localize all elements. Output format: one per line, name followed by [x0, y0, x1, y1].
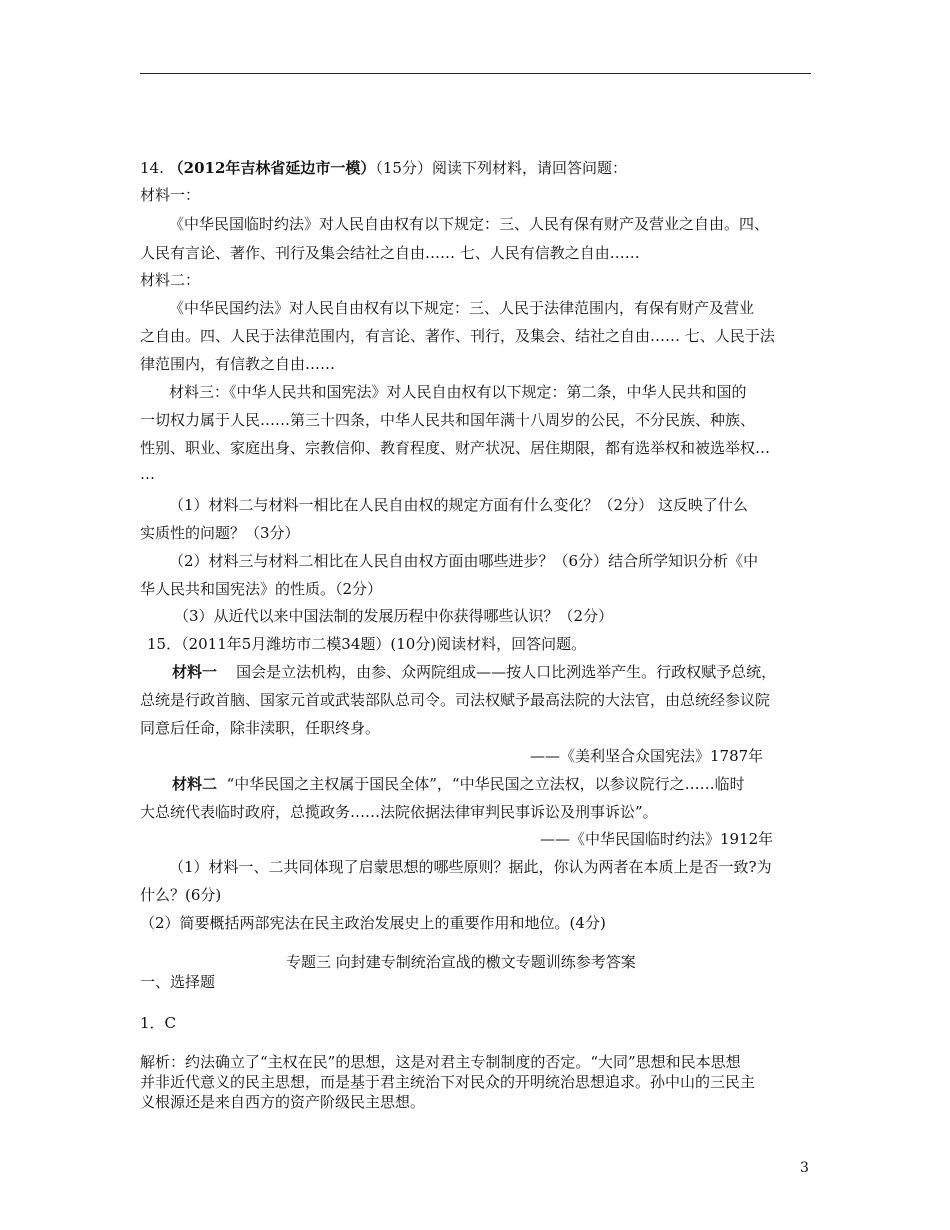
q15-m1-label: 材料一: [172, 663, 218, 681]
q15-m1-line: [172, 662, 776, 682]
q15-m2-line: [172, 774, 745, 794]
q14-m2-line: 《中华民国约法》对人民自由权有以下规定：三、人民于法律范围内，有保有财产及营业: [169, 299, 755, 317]
q14-m2-label: 材料二：: [140, 271, 201, 289]
answer-analysis-line: 义根源还是来自西方的资产阶级民主思想。: [140, 1093, 426, 1111]
q15-m1-source: ——《美利坚合众国宪法》1787年: [530, 747, 764, 765]
q14-sub-question-1: 实质性的问题？（3分）: [140, 524, 300, 542]
q15-m2-source: ——《中华民国临时约法》1912年: [540, 830, 774, 848]
q14-m1-line: 《中华民国临时约法》对人民自由权有以下规定：三、人民有保有财产及营业之自由。四、: [169, 215, 770, 233]
q15-m2-label: 材料二: [172, 775, 218, 793]
page-number: 3: [800, 1160, 809, 1176]
answers-section-title: 一、选择题: [140, 973, 216, 991]
q15-sub-question-2: （2）简要概括两部宪法在民主政治发展史上的重要作用和地位。(4分): [140, 914, 606, 932]
q14-m3-line: 一切权力属于人民……第三十四条，中华人民共和国年满十八周岁的公民，不分民族、种族、: [140, 411, 756, 429]
q14-sub-question-2: 华人民共和国宪法》的性质。（2分）: [140, 580, 383, 598]
answer-analysis-line: 解析：约法确立了“主权在民”的思想，这是对君主专制制度的否定。“大同”思想和民本思想: [140, 1053, 741, 1071]
header-rule: [140, 73, 811, 74]
q15-m1-text: 国会是立法机构，由参、众两院组成——按人口比洌选举产生。行政权赋予总统，: [236, 663, 777, 681]
q14-m2-line: 之自由。四、人民于法律范围内，有言论、著作、刊行，及集会、结社之自由…… 七、人民于法: [140, 327, 775, 345]
q14-number: 14.: [140, 159, 164, 177]
q15-sub-question-1: （1）材料一、二共同体现了启蒙思想的哪些原则？据此，你认为两者在本质上是否一致?为: [169, 858, 772, 876]
q15-m2-text: “中华民国之主权属于国民全体”，“中华民国之立法权，以参议院行之……临时: [226, 775, 745, 793]
q14-m3-line: …: [140, 465, 155, 483]
q14-source: （2012年吉林省延边市一模）: [168, 159, 376, 177]
q14-heading: [140, 158, 627, 178]
q14-sub-question-2: （2）材料三与材料二相比在人民自由权方面由哪些进步？（6分）结合所学知识分析《中: [169, 552, 759, 570]
q15-m1-line: 同意后任命，除非渎职，任职终身。: [140, 719, 381, 737]
q15-heading: 15．（2011年5月潍坊市二模34题）(10分)阅读材料，回答问题。: [147, 635, 587, 653]
q14-m3-line: 性别、职业、家庭出身、宗教信仰、教育程度、财产状况、居住期限，都有选举权和被选举权…: [140, 439, 771, 457]
q15-m2-line: 大总统代表临时政府，总揽政务……法院依据法律审判民事诉讼及刑事诉讼”。: [140, 803, 658, 821]
q14-m3-line: 材料三：《中华人民共和国宪法》对人民自由权有以下规定：第二条，中华人民共和国的: [169, 383, 747, 401]
answer-analysis-line: 并非近代意义的民主思想，而是基于君主统治下对民众的开明统治思想追求。孙中山的三民主: [140, 1073, 756, 1091]
q15-sub-question-1: 什么？(6分): [140, 886, 222, 904]
q14-sub-question-1: （1）材料二与材料一相比在人民自由权的规定方面有什么变化？（2分） 这反映了什么: [169, 496, 748, 514]
answers-heading: 专题三 向封建专制统治宣战的檄文专题训练参考答案: [286, 953, 636, 971]
q14-m1-line: 人民有言论、著作、刊行及集会结社之自由…… 七、人民有信教之自由……: [140, 244, 640, 262]
answer-item-1: 1．C: [140, 1014, 177, 1032]
q14-m1-label: 材料一：: [140, 186, 201, 204]
q14-m2-line: 律范围内，有信教之自由……: [140, 355, 336, 373]
q14-sub-question-3: （3）从近代以来中国法制的发展历程中你获得哪些认识？（2分）: [174, 607, 614, 625]
q15-m1-line: 总统是行政首脑、国家元首或武装部队总司令。司法权赋予最高法院的大法官，由总统经参议院: [140, 691, 771, 709]
q14-intro: （15分）阅读下列材料，请回答问题：: [375, 159, 627, 177]
